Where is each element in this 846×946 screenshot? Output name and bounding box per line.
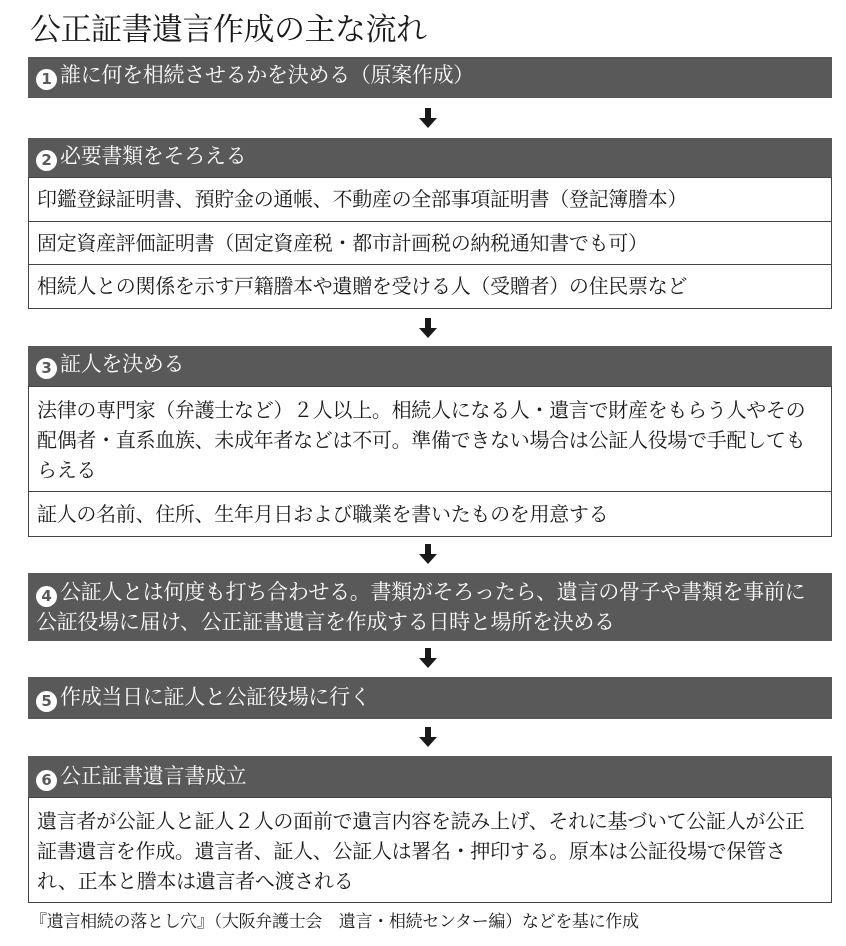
step-label: 作成当日に証人と公証役場に行く	[60, 685, 371, 709]
step-number-badge: 1	[36, 69, 57, 90]
step-3-detail-2: 証人の名前、住所、生年月日および職業を書いたものを用意する	[28, 492, 832, 537]
step-2-detail-1: 印鑑登録証明書、預貯金の通帳、不動産の全部事項証明書（登記簿謄本）	[28, 177, 832, 222]
down-arrow-icon	[419, 544, 437, 564]
step-2-detail-3: 相続人との関係を示す戸籍謄本や遺贈を受ける人（受贈者）の住民票など	[28, 265, 832, 309]
down-arrow-icon	[419, 108, 437, 128]
step-6-header	[28, 756, 832, 797]
step-4-header	[28, 573, 832, 641]
step-1-header	[28, 57, 832, 98]
source-note: 『遺言相続の落とし穴』（大阪弁護士会 遺言・相続センター編）などを基に作成	[30, 912, 639, 932]
step-number-badge: 4	[36, 586, 57, 607]
page-title: 公正証書遺言作成の主な流れ	[30, 12, 427, 48]
step-label: 公証人とは何度も打ち合わせる。書類がそろったら、遺言の骨子や書類を事前に公証役場に届け、公正証書遺言を作成する日時と場所を決める	[36, 580, 806, 634]
step-label: 公正証書遺言書成立	[60, 764, 247, 788]
down-arrow-icon	[419, 727, 437, 747]
step-3-detail-1: 法律の専門家（弁護士など）２人以上。相続人になる人・遺言で財産をもらう人やその配偶者・直系血族、未成年者などは不可。準備できない場合は公証人役場で手配してもらえる	[28, 386, 832, 492]
step-2-detail-2: 固定資産評価証明書（固定資産税・都市計画税の納税通知書でも可）	[28, 222, 832, 265]
step-number-badge: 3	[36, 358, 57, 379]
down-arrow-icon	[419, 318, 437, 338]
step-number-badge: 6	[36, 770, 57, 791]
step-number-badge: 2	[36, 150, 57, 171]
step-6-detail-1: 遺言者が公証人と証人２人の面前で遺言内容を読み上げ、それに基づいて公証人が公正証書遺言を作成。遺言者、証人、公証人は署名・押印する。原本は公証役場で保管され、正本と謄本は遺言者へ渡される	[28, 797, 832, 903]
step-label: 証人を決める	[60, 352, 185, 376]
step-label: 必要書類をそろえる	[60, 144, 247, 168]
down-arrow-icon	[419, 648, 437, 668]
step-3-header	[28, 346, 832, 386]
step-label: 誰に何を相続させるかを決める（原案作成）	[60, 63, 474, 87]
step-2-header	[28, 138, 832, 177]
step-number-badge: 5	[36, 691, 57, 712]
step-5-header	[28, 677, 832, 719]
